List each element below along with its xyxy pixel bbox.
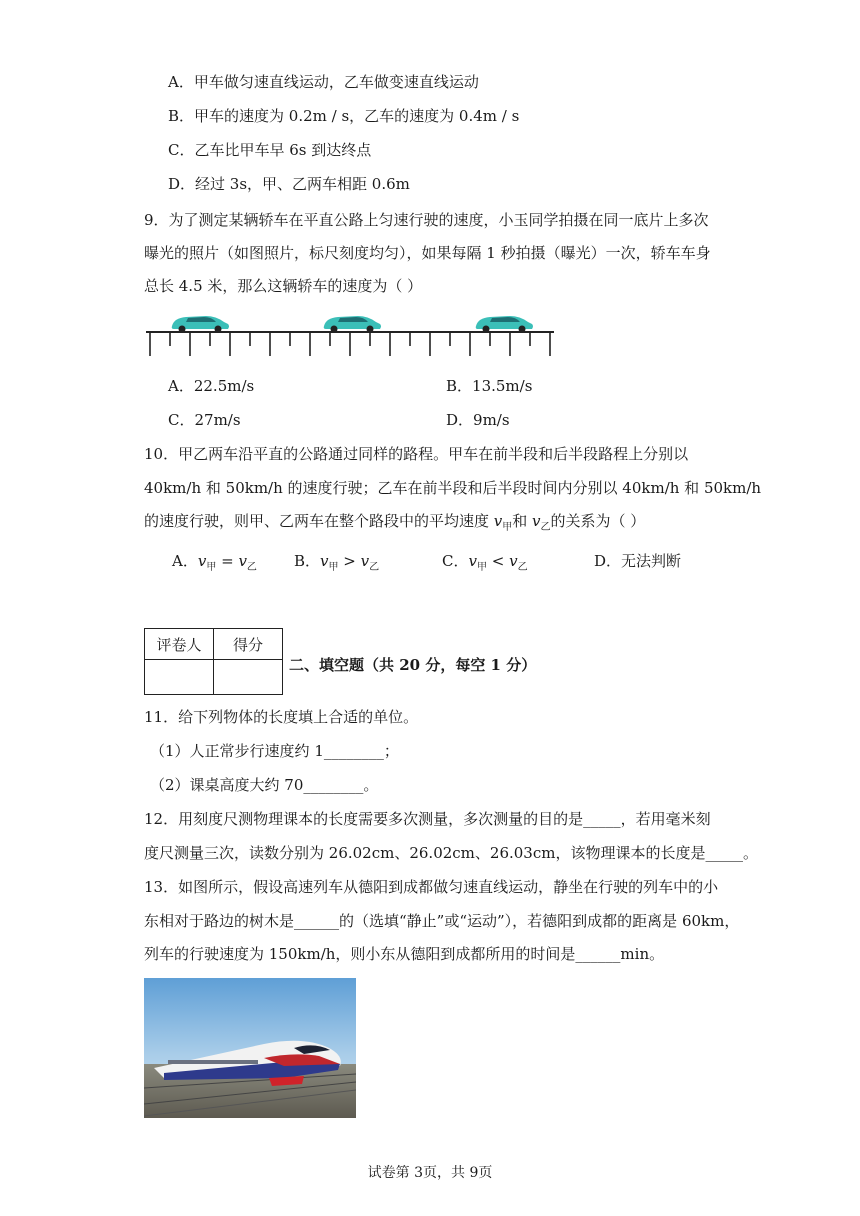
q8-option-d: D．经过 3s，甲、乙两车相距 0.6m — [168, 175, 410, 193]
q9-option-d: D．9m/s — [446, 411, 510, 429]
q10-option-c: C．$v_甲 < v_乙$ — [442, 552, 528, 573]
q10-stem-line1: 10．甲乙两车沿平直的公路通过同样的路程。甲车在前半段和后半段路程上分别以 — [144, 445, 689, 463]
car-icon — [476, 316, 533, 333]
high-speed-train-image — [144, 978, 356, 1118]
q8-option-b: B．甲车的速度为 0.2m / s，乙车的速度为 0.4m / s — [168, 107, 520, 125]
q13-stem-line1: 13．如图所示，假设高速列车从德阳到成都做匀速直线运动，静坐在行驶的列车中的小 — [144, 878, 719, 896]
score-cell — [214, 660, 283, 695]
q9-stem-line3: 总长 4.5 米，那么这辆轿车的速度为（ ） — [144, 277, 423, 295]
q10-option-b: B．$v_甲 > v_乙$ — [294, 552, 380, 573]
q9-option-a: A．22.5m/s — [168, 377, 255, 395]
reviewer-header: 评卷人 — [145, 629, 214, 660]
ruler-figure — [144, 306, 556, 362]
q10-option-a: A．$v_甲 = v_乙$ — [172, 552, 257, 573]
q9-option-c: C．27m/s — [168, 411, 241, 429]
ruler-ticks — [150, 332, 550, 356]
page-footer: 试卷第 3页，共 9页 — [367, 1165, 493, 1181]
q10-stem-line3: 的速度行驶，则甲、乙两车在整个路段中的平均速度 $v_甲$和 $v_乙$的关系为（ ） — [144, 512, 646, 533]
q9-option-b: B．13.5m/s — [446, 377, 533, 395]
ruler-with-cars — [144, 306, 556, 362]
q13-stem-line2: 东相对于路边的树木是______的（选填“静止”或“运动”），若德阳到成都的距离是 60km， — [144, 912, 740, 930]
q11-stem: 11．给下列物体的长度填上合适的单位。 — [144, 708, 419, 726]
q9-stem-line1: 9．为了测定某辆轿车在平直公路上匀速行驶的速度，小玉同学拍摄在同一底片上多次 — [144, 211, 709, 229]
car-icon — [172, 316, 229, 333]
q8-option-c: C．乙车比甲车早 6s 到达终点 — [168, 141, 372, 159]
q10-option-d: D．无法判断 — [594, 552, 682, 570]
q10-stem-line2: 40km/h 和 50km/h 的速度行驶；乙车在前半段和后半段时间内分别以 40km/h 和 50km/h — [144, 479, 762, 497]
reviewer-cell — [145, 660, 214, 695]
q12-stem-line2: 度尺测量三次，读数分别为 26.02cm、26.02cm、26.03cm，该物理课本的长度是_____。 — [144, 844, 758, 862]
score-header: 得分 — [214, 629, 283, 660]
q9-stem-line2: 曝光的照片（如图照片，标尺刻度均匀），如果每隔 1 秒拍摄（曝光）一次，轿车车身 — [144, 244, 711, 262]
q11-part1: （1）人正常步行速度约 1________； — [150, 742, 399, 760]
q12-stem-line1: 12．用刻度尺测物理课本的长度需要多次测量，多次测量的目的是_____，若用毫米刻 — [144, 810, 711, 828]
car-icon — [324, 316, 381, 333]
q11-part2: （2）课桌高度大约 70________。 — [150, 776, 379, 794]
q8-option-a: A．甲车做匀速直线运动，乙车做变速直线运动 — [168, 73, 479, 91]
q13-stem-line3: 列车的行驶速度为 150km/h，则小东从德阳到成都所用的时间是______min。 — [144, 945, 665, 963]
section-title: 二、填空题（共 20 分，每空 1 分） — [289, 656, 537, 674]
grading-box — [144, 628, 283, 695]
